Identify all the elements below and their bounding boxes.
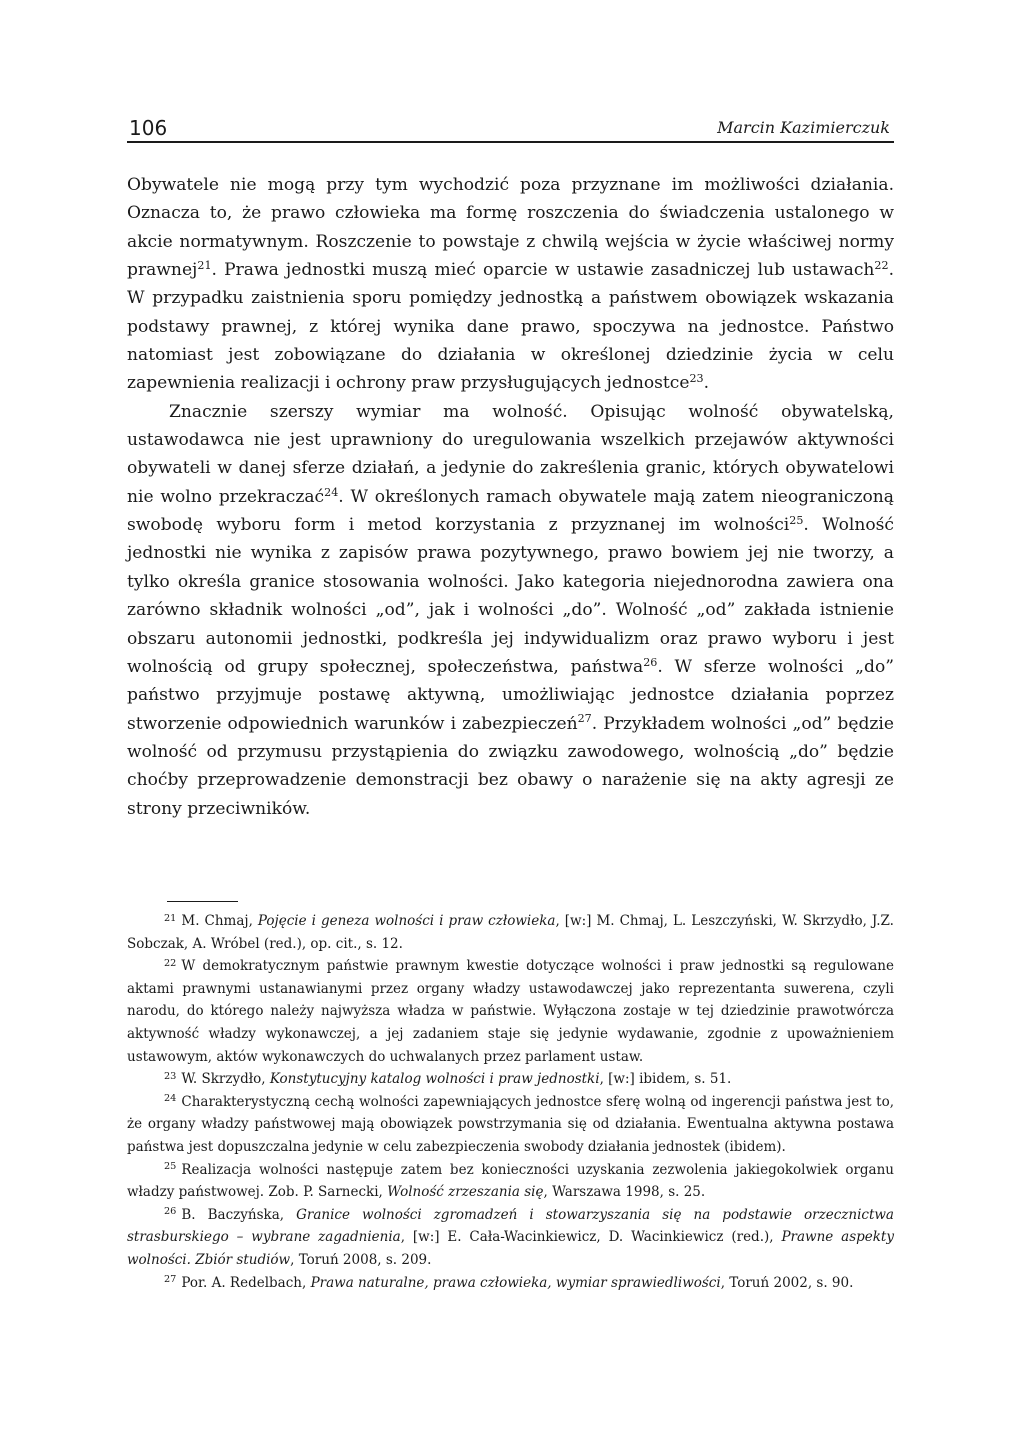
footnote-ref: 21 xyxy=(197,258,212,272)
text-run: B. Baczyńska, xyxy=(181,1206,297,1223)
text-run: , Toruń 2002, s. 90. xyxy=(720,1274,854,1291)
footnote-ref: 25 xyxy=(789,514,804,528)
footnote-number: 21 xyxy=(164,912,177,924)
footnote-separator xyxy=(167,901,238,902)
footnote-21 xyxy=(127,910,894,955)
text-run: W demokratycznym państwie prawnym kwestie dotyczące wolności i praw jednostki są regulowane aktami prawnymi ustanawianymi przez organy władzy ustawodawczej jako reprezentanta suwerena, czyli narodu, do którego należy najwyższa władza w państwie. Wyłączona zostaje w tej dziedzinie prawotwórcza aktywność władzy wykonawczej, a jej zadaniem staje się jedynie wydawanie, zgodnie z upoważnieniem ustawowym, aktów wykonawczych do uchwalanych przez parlament ustaw. xyxy=(127,958,894,1065)
italic-title: Prawne aspekty wolności. Zbiór studiów xyxy=(127,1229,894,1268)
footnote-25 xyxy=(127,1159,894,1204)
text-run: . Wolność jednostki nie wynika z zapisów prawa pozytywnego, prawo bowiem jej nie tworzy, a tylko określa granice stosowania wolności. Jako kategoria niejednorodna zawiera ona zarówno składnik wolności „od”, jak i wolności „do”. Wolność „od” zakłada istnienie obszaru autonomii jednostki, podkreśla jej indywidualizm oraz prawo wyboru i jest wolnością od grupy społecznej, społeczeństwa, państwa xyxy=(127,515,894,677)
text-run: . xyxy=(703,373,710,394)
text-run: . Prawa jednostki muszą mieć oparcie w ustawie zasadniczej lub ustawach xyxy=(211,260,875,281)
paragraph xyxy=(127,171,894,398)
footnote-number: 25 xyxy=(164,1161,177,1173)
footnotes xyxy=(127,910,894,1294)
text-run: . W określonych ramach obywatele mają zatem nieograniczoną swobodę wyboru form i metod korzystania z przyznanej im wolności xyxy=(127,486,894,536)
text-run: Por. A. Redelbach, xyxy=(181,1274,311,1291)
text-run: , [w:] E. Cała-Wacinkiewicz, D. Wacinkiewicz (red.), xyxy=(400,1229,782,1246)
text-run: Charakterystyczną cechą wolności zapewniających jednostce sferę wolną od ingerencji państwa jest to, że organy władzy państwowej mają obowiązek powstrzymania się od działania. Ewentualna aktywna postawa państwa jest dopuszczalna jedynie w celu zabezpieczenia swobody działania jednostek (ibidem). xyxy=(127,1093,894,1155)
italic-title: Granice wolności zgromadzeń i stowarzyszania się na podstawie orzecznictwa strasburskiego – wybrane zagadnienia xyxy=(127,1206,894,1246)
text-run: Realizacja wolności następuje zatem bez konieczności uzyskania zezwolenia jakiegokolwiek organu władzy państwowej. Zob. P. Sarnecki, xyxy=(127,1161,894,1201)
text-run: , Toruń 2008, s. 209. xyxy=(290,1251,432,1268)
footnote-26 xyxy=(127,1204,894,1272)
italic-title: Pojęcie i geneza wolności i praw człowieka xyxy=(257,913,556,929)
footnote-27 xyxy=(127,1272,894,1295)
text-run: Obywatele nie mogą przy tym wychodzić poza przyznane im możliwości działania. Oznacza to, że prawo człowieka ma formę roszczenia do świadczenia ustalonego w akcie normatywnym. Roszczenie to powstaje z chwilą wejścia w życie właściwej normy prawnej xyxy=(127,175,894,281)
page-header xyxy=(127,117,894,143)
text-run: , [w:] M. Chmaj, L. Leszczyński, W. Skrzydło, J.Z. Sobczak, A. Wróbel (red.), op. cit., s. 12. xyxy=(127,913,894,952)
text-run: . W przypadku zaistnienia sporu pomiędzy jednostką a państwem obowiązek wskazania podstawy prawnej, z której wynika dane prawo, spoczywa na jednostce. Państwo natomiast jest zobowiązane do działania w określonej dziedzinie życia w celu zapewnienia realizacji i ochrony praw przysługujących jednostce xyxy=(127,260,894,394)
paragraph xyxy=(127,398,894,823)
footnote-number: 22 xyxy=(164,957,177,969)
footnote-ref: 22 xyxy=(874,258,889,272)
italic-title: Wolność zrzeszania się xyxy=(387,1184,544,1201)
text-run: M. Chmaj, xyxy=(181,913,258,929)
footnote-ref: 24 xyxy=(324,485,339,499)
running-head-author: Marcin Kazimierczuk xyxy=(717,118,890,137)
footnote-number: 27 xyxy=(164,1274,177,1286)
footnote-number: 24 xyxy=(164,1093,177,1105)
text-run: . Przykładem wolności „od” będzie wolność od przymusu przystąpienia do związku zawodowego, wolnością „do” będzie choćby przeprowadzenie demonstracji bez obawy o narażenie się na akty agresji ze strony przeciwników. xyxy=(127,713,894,819)
italic-title: Prawa naturalne, prawa człowieka, wymiar sprawiedliwości xyxy=(310,1274,721,1291)
footnote-22 xyxy=(127,955,894,1068)
text-run: W. Skrzydło, xyxy=(181,1071,270,1088)
body-text xyxy=(127,171,894,823)
footnote-number: 26 xyxy=(164,1206,177,1218)
text-run: . W sferze wolności „do” państwo przyjmuje postawę aktywną, umożliwiając jednostce działania poprzez stworzenie odpowiednich warunków i zabezpieczeń xyxy=(127,656,895,734)
footnote-24 xyxy=(127,1091,894,1159)
footnote-ref: 23 xyxy=(689,372,704,386)
footnote-ref: 27 xyxy=(577,712,592,726)
page-number: 106 xyxy=(129,116,168,140)
text-run: Znacznie szerszy wymiar ma wolność. Opisując wolność obywatelską, ustawodawca nie jest uprawniony do uregulowania wszelkich przejawów aktywności obywateli w danej sferze działań, a jedynie do zakreślenia granic, których obywatelowi nie wolno przekraczać xyxy=(127,401,894,507)
footnote-ref: 26 xyxy=(643,655,658,669)
italic-title: Konstytucyjny katalog wolności i praw jednostki xyxy=(269,1071,600,1088)
text-run: , Warszawa 1998, s. 25. xyxy=(543,1184,706,1201)
footnote-23 xyxy=(127,1068,894,1091)
footnote-number: 23 xyxy=(164,1070,177,1082)
text-run: , [w:] ibidem, s. 51. xyxy=(599,1071,732,1088)
